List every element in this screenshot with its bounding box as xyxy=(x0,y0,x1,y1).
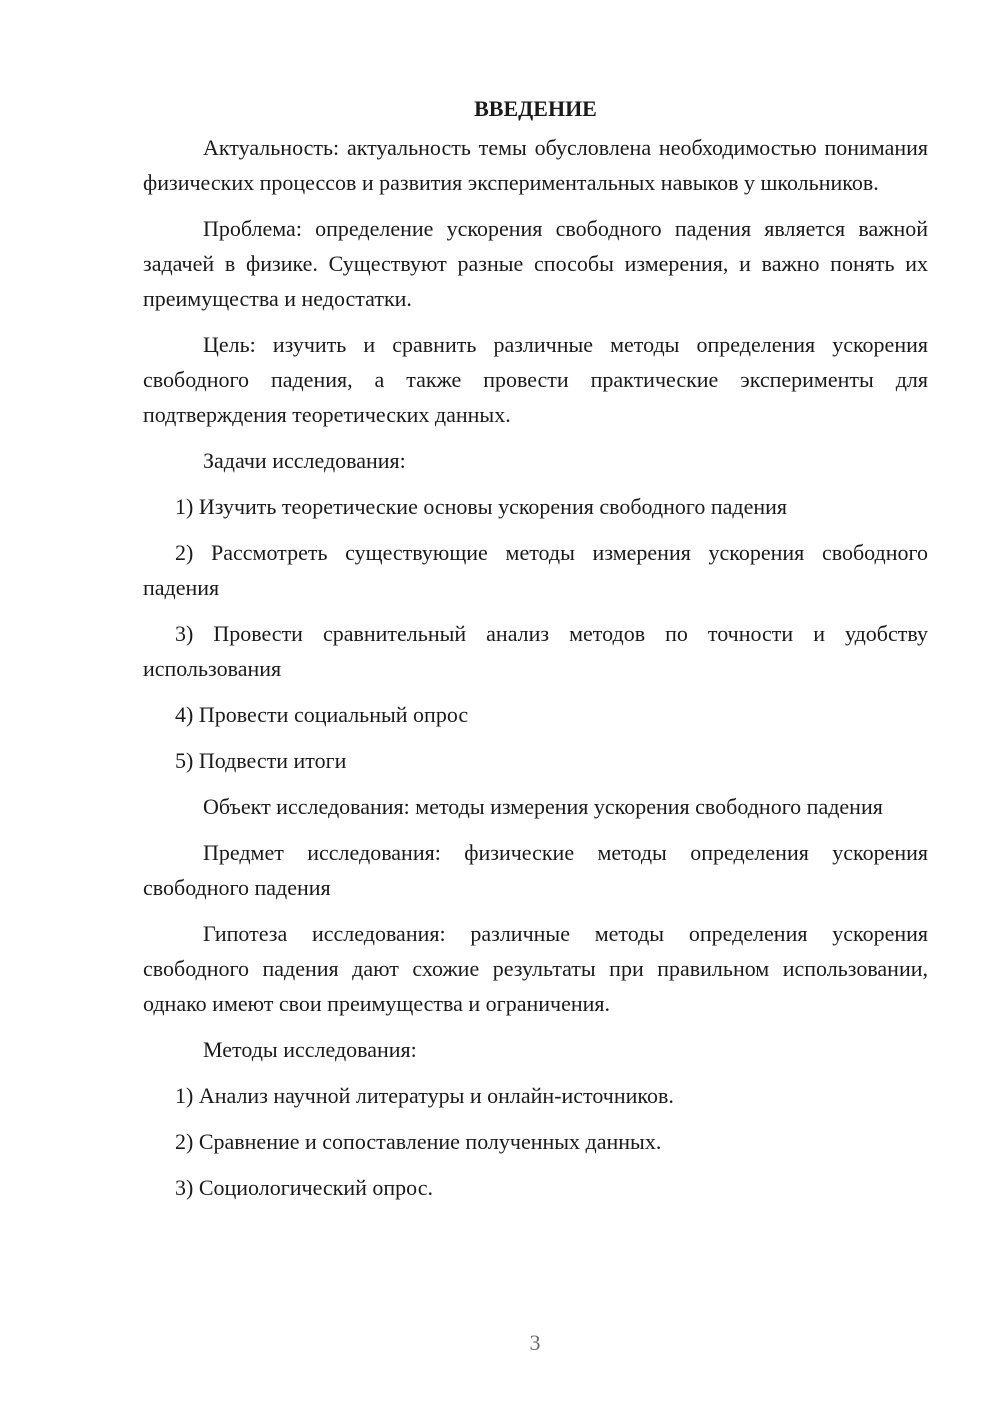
goal-paragraph: Цель: изучить и сравнить различные методы определения ускорения свободного падения, а также провести практические эксперименты для подтверждения теоретических данных. xyxy=(143,332,928,427)
list-item: 3) Социологический опрос. xyxy=(175,1175,433,1200)
object-paragraph: Объект исследования: методы измерения ускорения свободного падения xyxy=(203,794,883,819)
document-body xyxy=(143,90,928,1216)
methods-heading: Методы исследования: xyxy=(203,1037,417,1062)
list-item: 5) Подвести итоги xyxy=(175,748,347,773)
list-item: 3) Провести сравнительный анализ методов по точности и удобству использования xyxy=(143,621,928,681)
section-title: ВВЕДЕНИЕ xyxy=(474,96,597,121)
list-item: 2) Сравнение и сопоставление полученных данных. xyxy=(175,1129,662,1154)
methods-list xyxy=(143,1078,928,1205)
tasks-list xyxy=(143,489,928,778)
list-item: 2) Рассмотреть существующие методы измерения ускорения свободного падения xyxy=(143,540,928,600)
problem-paragraph: Проблема: определение ускорения свободного падения является важной задачей в физике. Существуют разные способы измерения, и важно понять их преимущества и недостатки. xyxy=(143,216,928,311)
subject-paragraph: Предмет исследования: физические методы определения ускорения свободного падения xyxy=(143,840,928,900)
hypothesis-paragraph: Гипотеза исследования: различные методы определения ускорения свободного падения дают схожие результаты при правильном использовании, однако имеют свои преимущества и ограничения. xyxy=(143,921,928,1016)
list-item: 4) Провести социальный опрос xyxy=(175,702,469,727)
tasks-heading: Задачи исследования: xyxy=(203,448,406,473)
actuality-paragraph: Актуальность: актуальность темы обусловлена необходимостью понимания физических процессов и развития экспериментальных навыков у школьников. xyxy=(143,135,928,195)
list-item: 1) Анализ научной литературы и онлайн-источников. xyxy=(175,1083,674,1108)
list-item: 1) Изучить теоретические основы ускорения свободного падения xyxy=(175,494,788,519)
page-number: 3 xyxy=(529,1330,541,1355)
